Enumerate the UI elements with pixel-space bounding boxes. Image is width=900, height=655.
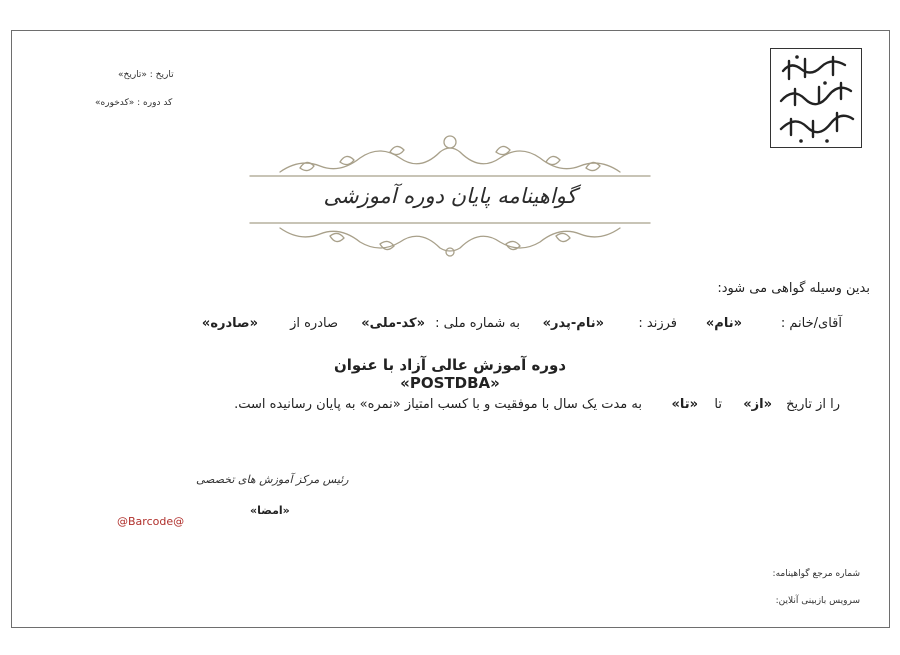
national-id-label: به شماره ملی :: [435, 316, 520, 331]
online-verification-label: سرویس بازبینی آنلاین:: [775, 596, 860, 606]
reference-number-label: شماره مرجع گواهینامه:: [772, 569, 860, 579]
person-line: [160, 316, 842, 336]
issued-from-label: صادره از: [290, 316, 338, 331]
from-label: را از تاریخ: [786, 397, 840, 412]
course-code-label: کد دوره : «کدخوره»: [95, 98, 173, 108]
to-label: تا: [714, 397, 722, 412]
child-of-label: فرزند :: [638, 316, 677, 331]
completion-line: [220, 397, 840, 417]
father-name: «نام-پدر»: [542, 316, 604, 331]
certificate-title: گواهینامه پایان دوره آموزشی: [323, 184, 577, 208]
to-value: «تا»: [671, 397, 698, 412]
intro-text: بدین وسیله گواهی می شود:: [717, 281, 870, 296]
signature-placeholder: «امضا»: [250, 504, 290, 517]
university-logo: [770, 48, 862, 148]
barcode-placeholder: @Barcode@: [117, 515, 185, 528]
course-title: دوره آموزش عالی آزاد با عنوان «POSTDBA»: [333, 356, 567, 392]
issued-from-value: «صادره»: [201, 316, 258, 331]
completion-text: به مدت یک سال با موفقیت و با کسب امتیاز «نمره» به پایان رسانیده است.: [234, 397, 642, 412]
signer-title: رئیس مرکز آموزش های تخصصی: [196, 473, 349, 486]
national-id-value: «کد-ملی»: [361, 316, 425, 331]
person-prefix: آقای/خانم :: [780, 316, 842, 331]
from-value: «از»: [743, 397, 772, 412]
university-logo-mark: [771, 49, 861, 147]
person-name: «نام»: [705, 316, 742, 331]
date-label: تاریخ : «تاریخ»: [118, 70, 174, 80]
